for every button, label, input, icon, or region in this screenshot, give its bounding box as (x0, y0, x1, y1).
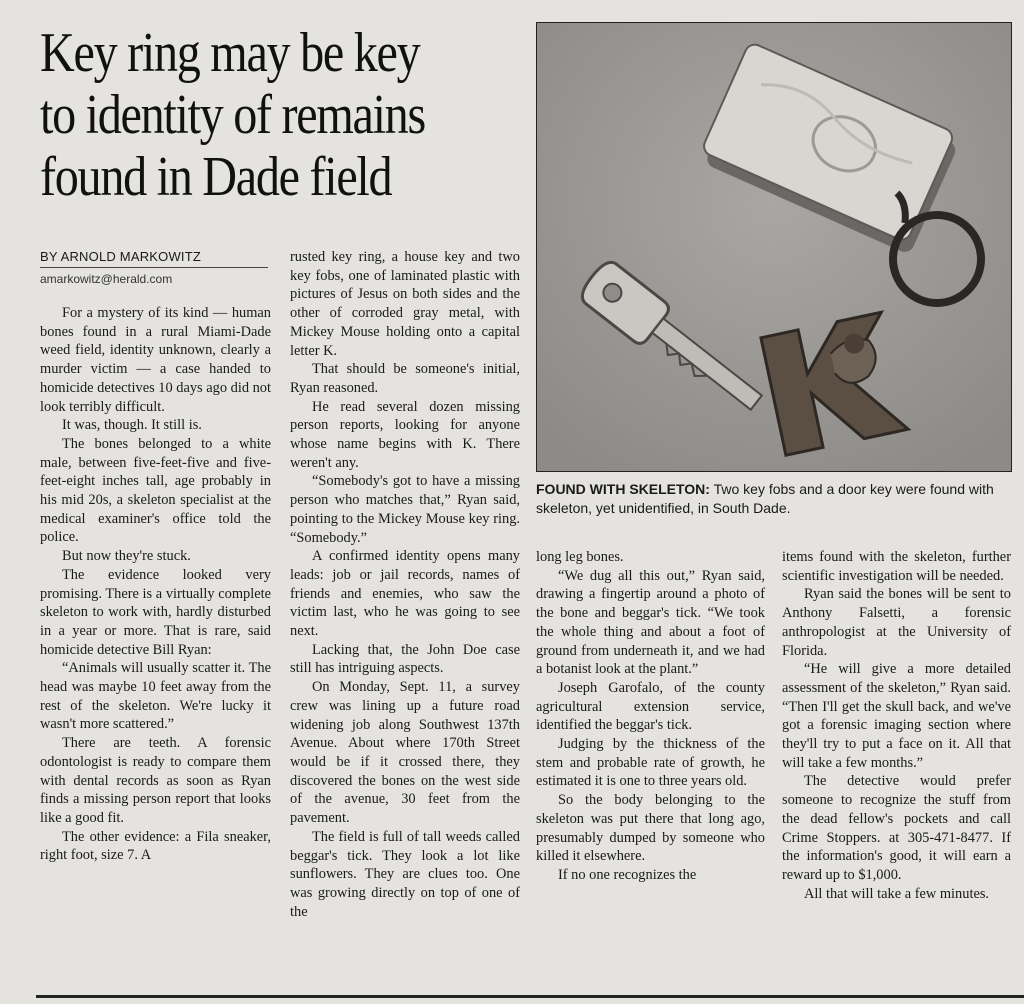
paragraph: Ryan said the bones will be sent to Anthony Falsetti, a forensic anthropologist at the University of Florida. (782, 586, 1011, 659)
paragraph: “Animals will usually scatter it. The head was maybe 10 feet away from the rest of the skeleton. We're lucky it wasn't more scattered.” (40, 660, 271, 733)
article-column-4 (782, 548, 1011, 903)
paragraph: “We dug all this out,” Ryan said, drawing a fingertip around a photo of the bone and beggar's tick. “We took the whole thing and about a foot of ground from underneath it, and we had a botanist look at the plant.” (536, 567, 765, 678)
byline: BY ARNOLD MARKOWITZ (40, 249, 268, 268)
paragraph: There are teeth. A forensic odontologist is ready to compare them with dental records as soon as Ryan finds a missing person report that looks like a good fit. (40, 735, 271, 826)
article-column-2 (290, 248, 520, 921)
paragraph: The detective would prefer someone to recognize the stuff from the dead fellow's pockets and call Crime Stoppers. at 305-471-8477. If the information's good, it will earn a reward up to $1,000. (782, 773, 1011, 883)
paragraph: On Monday, Sept. 11, a survey crew was lining up a future road widening job along Southwest 137th Avenue. About where 170th Street would be if it crossed there, they discovered the bones on the west side of the avenue, 30 feet from the pavement. (290, 679, 520, 827)
paragraph: It was, though. It still is. (62, 417, 202, 434)
key-ring-photo (536, 22, 1012, 472)
bottom-rule (36, 995, 1024, 998)
paragraph: He read several dozen missing person reports, looking for anyone whose name begins with K. There weren't any. (290, 398, 520, 471)
paragraph: The field is full of tall weeds called beggar's tick. They look a lot like sunflowers. They are clues too. One was growing directly on top of one of the (290, 828, 520, 920)
key-ring-illustration (537, 23, 1011, 471)
caption-lead: FOUND WITH SKELETON: (536, 481, 710, 497)
paragraph: “He will give a more detailed assessment of the skeleton,” Ryan said. “Then I'll get the skull back, and we've got a forensic imaging section where they'll try to put a face on it. All that will take a few months.” (782, 661, 1011, 771)
photo-caption (536, 480, 1012, 518)
author-email: amarkowitz@herald.com (40, 272, 173, 286)
paragraph: “Somebody's got to have a missing person who matches that,” Ryan said, pointing to the Mickey Mouse key ring. “Somebody.” (290, 473, 520, 546)
paragraph: long leg bones. (536, 549, 624, 565)
paragraph: For a mystery of its kind — human bones found in a rural Miami-Dade weed field, identity unknown, clearly a murder victim — a case handed to homicide detectives 10 days ago did not look terribly difficult. (40, 305, 271, 415)
caption-text: Two key fobs and a door key were found with skeleton, yet unidentified, in South Dade. (536, 481, 994, 516)
paragraph: So the body belonging to the skeleton was put there that long ago, presumably dumped by someone who killed it elsewhere. (536, 792, 765, 865)
paragraph: Joseph Garofalo, of the county agricultural extension service, identified the beggar's tick. (536, 679, 765, 734)
article-column-1 (40, 304, 271, 865)
article-column-3 (536, 548, 765, 885)
headline: Key ring may be key to identity of remains found in Dade field (40, 22, 425, 208)
paragraph: The other evidence: a Fila sneaker, right foot, size 7. A (40, 828, 271, 864)
paragraph: All that will take a few minutes. (804, 885, 990, 902)
paragraph: Judging by the thickness of the stem and probable rate of growth, he estimated it is one to three years old. (536, 736, 765, 790)
paragraph: The bones belonged to a white male, between five-feet-five and five-feet-eight inches tall, age probably in his mid 20s, a skeleton specialist at the medical examiner's office told the police. (40, 435, 271, 546)
paragraph: Lacking that, the John Doe case still has intriguing aspects. (290, 641, 520, 677)
paragraph: But now they're stuck. (62, 548, 191, 565)
paragraph: rusted key ring, a house key and two key fobs, one of laminated plastic with pictures of Jesus on both sides and the other of corroded gray metal, with Mickey Mouse holding onto a capital letter K. (290, 249, 520, 359)
paragraph: items found with the skeleton, further scientific investigation will be needed. (782, 549, 1011, 584)
paragraph: A confirmed identity opens many leads: job or jail records, names of friends and enemies, who saw the victim last, who he was going to see next. (290, 548, 520, 640)
paragraph: That should be someone's initial, Ryan reasoned. (290, 361, 520, 396)
paragraph: If no one recognizes the (558, 866, 697, 883)
paragraph: The evidence looked very promising. There is a virtually complete skeleton to work with, hardly disturbed in a year or more. That is rare, said homicide detective Bill Ryan: (40, 566, 271, 658)
